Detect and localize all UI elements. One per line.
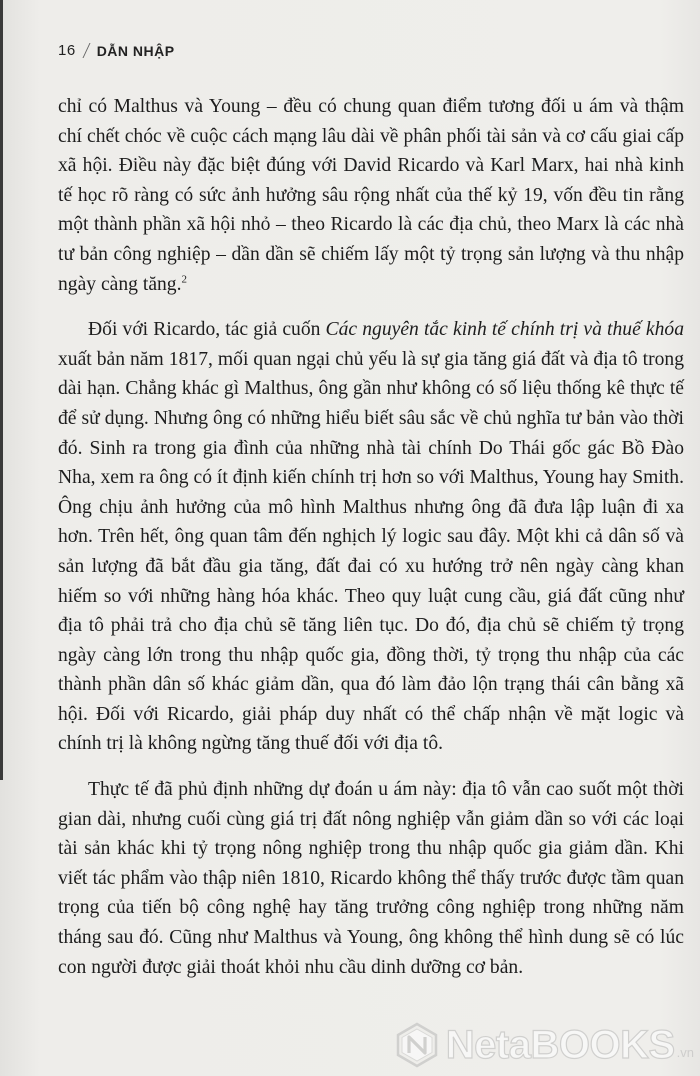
netabooks-logo-icon xyxy=(394,1022,440,1068)
chapter-title: DẪN NHẬP xyxy=(96,42,175,59)
paragraph-3 xyxy=(58,775,684,982)
body-text xyxy=(58,92,684,998)
watermark-brand: NetaBOOKS xyxy=(445,1022,675,1067)
page-number: 16 xyxy=(58,42,76,59)
paragraph-2-text: xuất bản năm 1817, mối quan ngại chủ yếu là sự gia tăng giá đất và địa tô trong dài hạn. Chẳng khác gì Malthus, ông gần như không có số liệu thống kê thực tế để sử dụng. Nhưng ông có những hiểu biết sâu sắc về chủ nghĩa tư bản vào thời đó. Sinh ra trong gia đình của những nhà tài chính Do Thái gốc gác Bồ Đào Nha, xem ra ông có ít định kiến chính trị hơn so với Malthus, Young hay Smith. Ông chịu ảnh hưởng của mô hình Malthus nhưng ông đã đưa lập luận đi xa hơn. Trên hết, ông quan tâm đến nghịch lý logic sau đây. Một khi cả dân số và sản lượng đã bắt đầu gia tăng, đất đai có xu hướng trở nên ngày càng khan hiếm so với những hàng hóa khác. Theo quy luật cung cầu, giá đất cũng như địa tô phải trả cho địa chủ sẽ tăng liên tục. Do đó, địa chủ sẽ chiếm tỷ trọng ngày càng lớn trong thu nhập quốc gia, đồng thời, tỷ trọng thu nhập của các thành phần dân số khác giảm dần, qua đó làm đảo lộn trạng thái cân bằng xã hội. Đối với Ricardo, giải pháp duy nhất có thể chấp nhận về mặt logic và chính trị là không ngừng tăng thuế đối với địa tô. xyxy=(58,348,684,755)
paragraph-2-lead: Đối với Ricardo, tác giả cuốn xyxy=(88,319,326,341)
paragraph-1-text: chỉ có Malthus và Young – đều có chung quan điểm tương đối u ám và thậm chí chết chóc về cuộc cách mạng lâu dài về phân phối tài sản và cơ cấu giai cấp xã hội. Điều này đặc biệt đúng với David Ricardo và Karl Marx, hai nhà kinh tế học rõ ràng có sức ảnh hưởng sâu rộng nhất của thế kỷ 19, vốn đều tin rằng một thành phần xã hội nhỏ – theo Ricardo là các địa chủ, theo Marx là các nhà tư bản công nghiệp – dần dần sẽ chiếm lấy một tỷ trọng sản lượng và thu nhập ngày càng tăng. xyxy=(58,96,684,295)
footnote-marker: 2 xyxy=(181,273,188,286)
book-title: Các nguyên tắc kinh tế chính trị và thuế khóa xyxy=(325,319,684,341)
paragraph-1 xyxy=(58,92,684,299)
paragraph-2 xyxy=(58,315,684,759)
watermark xyxy=(394,1022,694,1068)
watermark-suffix: .vn xyxy=(676,1045,694,1060)
paragraph-3-text: Thực tế đã phủ định những dự đoán u ám này: địa tô vẫn cao suốt một thời gian dài, nhưng cuối cùng giá trị đất nông nghiệp vẫn giảm dần so với các loại tài sản khác khi tỷ trọng nông nghiệp trong thu nhập quốc gia giảm dần. Khi viết tác phẩm vào thập niên 1810, Ricardo không thể thấy trước được tầm quan trọng của tiến bộ công nghệ hay tăng trưởng công nghiệp trong những năm tháng sau đó. Cũng như Malthus và Young, ông không thể hình dung sẽ có lúc con người được giải thoát khỏi nhu cầu dinh dưỡng cơ bản. xyxy=(58,779,684,978)
running-header xyxy=(58,42,175,59)
page-edge-shadow xyxy=(0,0,3,780)
header-divider xyxy=(82,43,90,58)
